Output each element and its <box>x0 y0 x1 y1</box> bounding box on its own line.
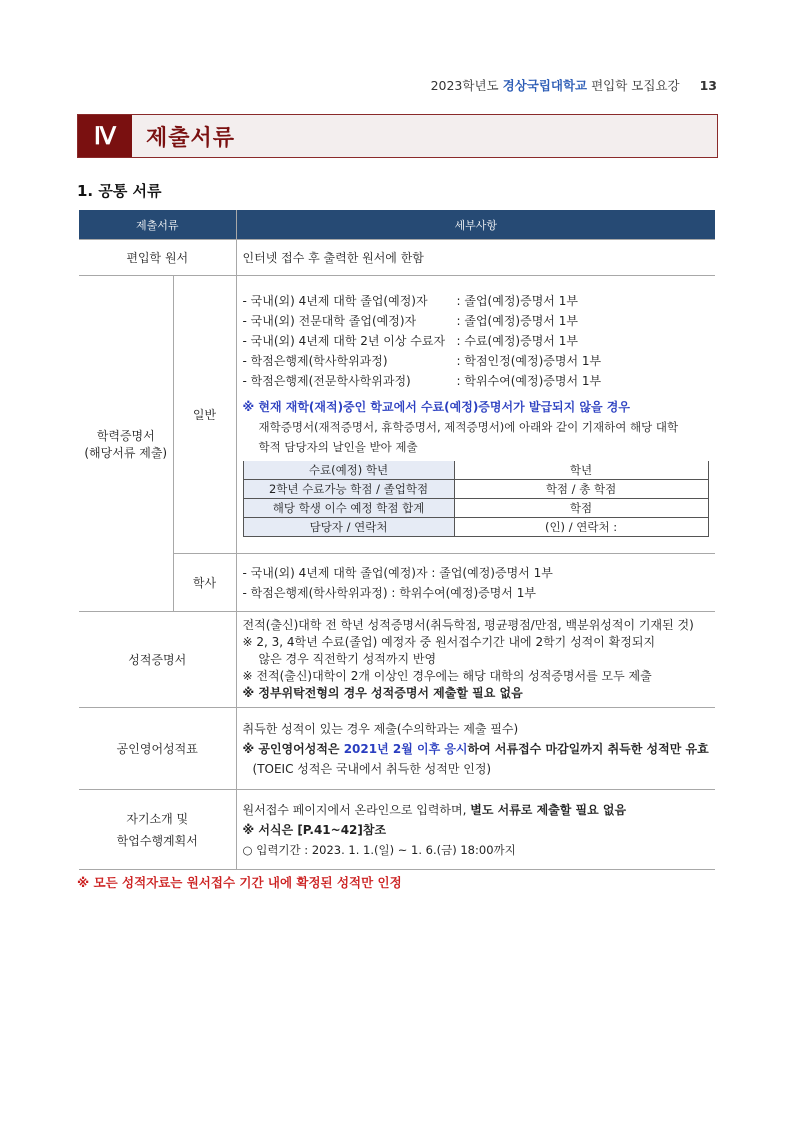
table-row <box>79 240 715 276</box>
table-row <box>79 612 715 708</box>
table-row: 해당 학생 이수 예정 학점 합계 학점 <box>243 498 708 517</box>
page-number: 13 <box>699 78 717 93</box>
row-label-application: 편입학 원서 <box>79 240 236 276</box>
footer-notice: ※ 모든 성적자료는 원서접수 기간 내에 확정된 성적만 인정 <box>77 875 402 890</box>
general-notice-line2: 재학증명서(재적증명서, 휴학증명서, 제적증명서)에 아래와 같이 기재하여 해당 대학 <box>258 419 679 434</box>
general-notice: ※ 현재 재학(재적)중인 학교에서 수료(예정)증명서가 발급되지 않을 경우 <box>242 399 630 414</box>
transcript-details: 전적(출신)대학 전 학년 성적증명서(취득학점, 평균평점/만점, 백분위성적이 기재된 것) ※ 2, 3, 4학년 수료(졸업) 예정자 중 원서접수기간 내에 2학기 성적이 확정되지 않은 경우 직전학기 성적까지 반영 ※ 전적(출신)대학이 2개 이상인 경우에는 해당 대학의 성적증명서를 모두 제출 ※ 정부위탁전형의 경우 성적증명서 제출할 필요 없음 <box>236 612 715 708</box>
table-row: 수료(예정) 학년 학년 <box>243 461 708 480</box>
list-item: - 국내(외) 4년제 대학 졸업(예정)자 : 졸업(예정)증명서 1부 <box>242 565 553 580</box>
header-university: 경상국립대학교 <box>502 78 588 93</box>
degree-label-line2: (해당서류 제출) <box>84 445 168 460</box>
table-header-row <box>79 210 715 240</box>
general-notice-line3: 학적 담당자의 날인을 받아 제출 <box>258 439 418 454</box>
degree-label-line1: 학력증명서 <box>96 428 155 443</box>
col-header-documents: 제출서류 <box>79 210 236 240</box>
row-label-intro: 자기소개 및 학업수행계획서 <box>79 790 236 870</box>
list-item: - 학점은행제(학사학위과정) : 학위수여(예정)증명서 1부 <box>242 585 536 600</box>
col-header-details: 세부사항 <box>236 210 715 240</box>
table-row <box>79 554 715 612</box>
table-row <box>79 276 715 554</box>
sub-label-general: 일반 <box>173 276 236 554</box>
confirmation-subtable <box>243 461 709 537</box>
table-row: 담당자 / 연락처 (인) / 연락처 : <box>243 517 708 536</box>
subsection-title: 1. 공통 서류 <box>77 182 162 200</box>
general-details <box>236 276 715 554</box>
section-title: 제출서류 <box>146 125 236 151</box>
list-item: - 학점은행제(전문학사학위과정) : 학위수여(예정)증명서 1부 <box>242 373 602 388</box>
list-item: - 국내(외) 전문대학 졸업(예정)자 : 졸업(예정)증명서 1부 <box>242 313 578 328</box>
table-row: 2학년 수료가능 학점 / 졸업학점 학점 / 총 학점 <box>243 479 708 498</box>
row-detail-application: 인터넷 접수 후 출력한 원서에 한함 <box>236 240 715 276</box>
page-header <box>431 76 717 94</box>
intro-details: 원서접수 페이지에서 온라인으로 입력하며, 별도 서류로 제출할 필요 없음 ※ 서식은 [P.41~42]참조 ○ 입력기간 : 2023. 1. 1.(일) ~ 1. 6.(금) 18:00까지 <box>236 790 715 870</box>
section-number: Ⅳ <box>78 115 132 157</box>
list-item: - 국내(외) 4년제 대학 졸업(예정)자 : 졸업(예정)증명서 1부 <box>242 293 578 308</box>
list-item: - 국내(외) 4년제 대학 2년 이상 수료자 : 수료(예정)증명서 1부 <box>242 333 578 348</box>
section-banner <box>77 114 718 158</box>
row-label-degree <box>79 276 173 612</box>
table-row <box>79 708 715 790</box>
row-label-english: 공인영어성적표 <box>79 708 236 790</box>
table-row <box>79 790 715 870</box>
documents-table <box>79 210 715 870</box>
bachelor-details <box>236 554 715 612</box>
sub-label-bachelor: 학사 <box>173 554 236 612</box>
list-item: - 학점은행제(학사학위과정) : 학점인정(예정)증명서 1부 <box>242 353 602 368</box>
row-label-transcript: 성적증명서 <box>79 612 236 708</box>
header-doc-title: 편입학 모집요강 <box>591 78 680 93</box>
header-year: 2023학년도 <box>430 78 499 93</box>
english-details: 취득한 성적이 있는 경우 제출(수의학과는 제출 필수) ※ 공인영어성적은 2021년 2월 이후 응시하여 서류접수 마감일까지 취득한 성적만 유효 (TOEIC 성적은 국내에서 취득한 성적만 인정) <box>236 708 715 790</box>
